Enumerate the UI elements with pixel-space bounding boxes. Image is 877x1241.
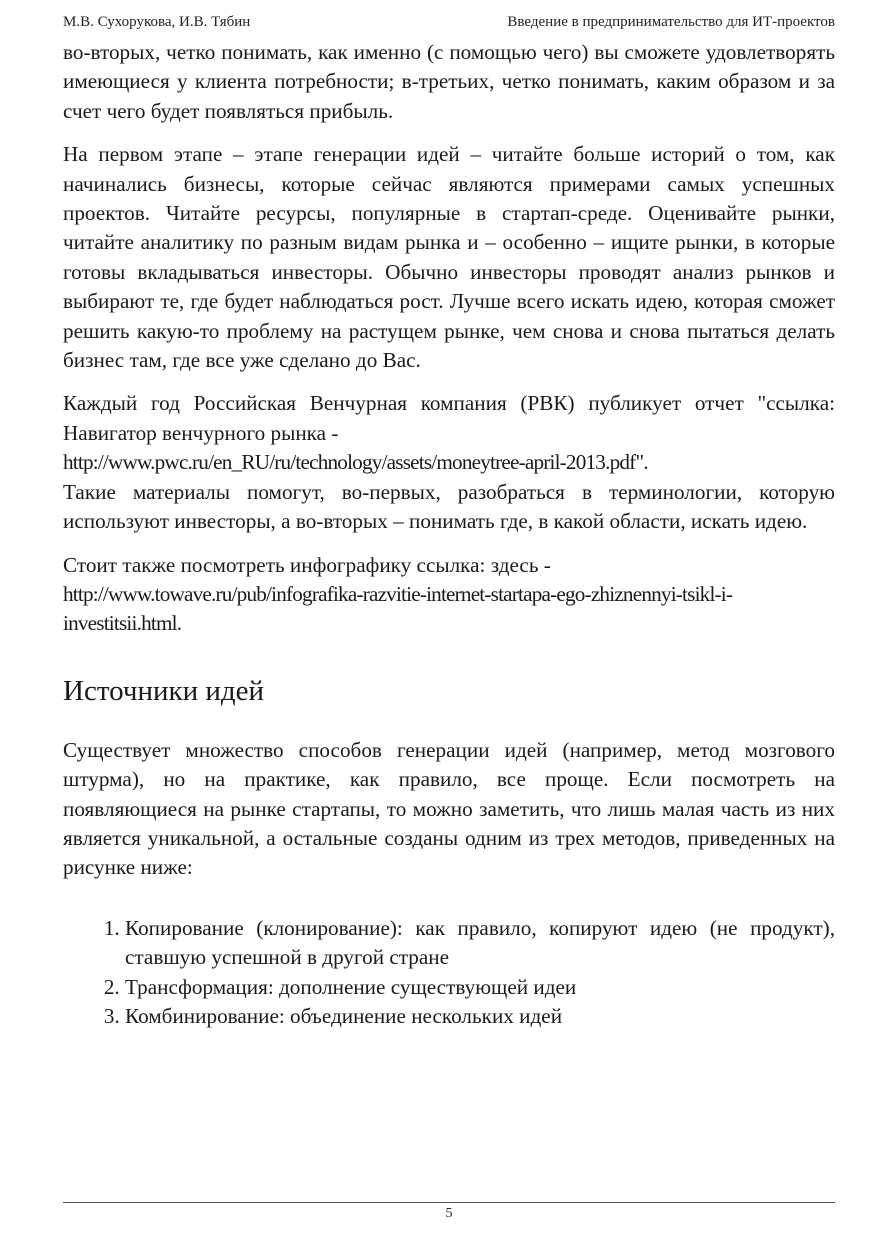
infographic-link[interactable]: http://www.towave.ru/pub/infografika-razvitie-internet-startapa-ego-zhiznennyi-tsikl-i-investitsii.html. bbox=[63, 581, 733, 636]
rvk-report-link[interactable]: http://www.pwc.ru/en_RU/ru/technology/assets/moneytree-april-2013.pdf". bbox=[63, 450, 648, 475]
paragraph-idea-methods-intro: Существует множество способов генерации идей (например, метод мозгового штурма), но на практике, как правило, все проще. Если посмотреть на появляющиеся на рынке стартапы, то можно заметить, что лишь малая часть из них является уникальной, а остальные созданы одним из трех методов, приведенных на рисунке ниже: bbox=[63, 737, 835, 880]
paragraph-rvk-report bbox=[63, 389, 835, 477]
page-number: 5 bbox=[445, 1206, 453, 1221]
list-item-combination: 3. Комбинирование: объединение нескольких идей bbox=[125, 1002, 835, 1031]
paragraph-infographic bbox=[63, 551, 835, 639]
header-authors: М.В. Сухорукова, И.В. Тябин bbox=[63, 14, 251, 30]
idea-methods-list bbox=[63, 914, 835, 1032]
paragraph-continuation: во-вторых, четко понимать, как именно (с помощью чего) вы сможете удовлетворять имеющиеся у клиента потребности; в-третьих, четко понимать, каким образом и за счет чего будет появляться прибыль. bbox=[63, 40, 835, 123]
page-content bbox=[63, 38, 835, 1031]
section-title-idea-sources: Источники идей bbox=[63, 674, 265, 707]
list-item-transformation: 2. Трансформация: дополнение существующей идеи bbox=[125, 973, 835, 1002]
header-document-title: Введение в предпринимательство для ИТ-проектов bbox=[507, 14, 835, 30]
page-header bbox=[63, 14, 835, 36]
list-item-copying: 1. Копирование (клонирование): как правило, копируют идею (не продукт), ставшую успешной в другой стране bbox=[125, 914, 835, 973]
paragraph-idea-generation: На первом этапе – этапе генерации идей – читайте больше историй о том, как начинались бизнесы, которые сейчас являются примерами самых успешных проектов. Читайте ресурсы, популярные в стартап-среде. Оценивайте рынки, читайте аналитику по разным видам рынка и – особенно – ищите рынки, в которые готовы вкладываться инвесторы. Обычно инвесторы проводят анализ рынков и выбирают те, где будет наблюдаться рост. Лучше всего искать идею, которая сможет решить какую-то проблему на растущем рынке, чем снова и снова пытаться делать бизнес там, где все уже сделано до Вас. bbox=[63, 142, 835, 373]
infographic-intro: Стоит также посмотреть инфографику ссылка: здесь - bbox=[63, 552, 551, 577]
footer-divider bbox=[63, 1202, 835, 1203]
paragraph-rvk-materials: Такие материалы помогут, во-первых, разобраться в терминологии, которую используют инвесторы, а во-вторых – понимать где, в какой области, искать идею. bbox=[63, 479, 835, 534]
rvk-report-intro: Каждый год Российская Венчурная компания (РВК) публикует отчет "ссылка: Навигатор венчурного рынка - bbox=[63, 391, 835, 445]
